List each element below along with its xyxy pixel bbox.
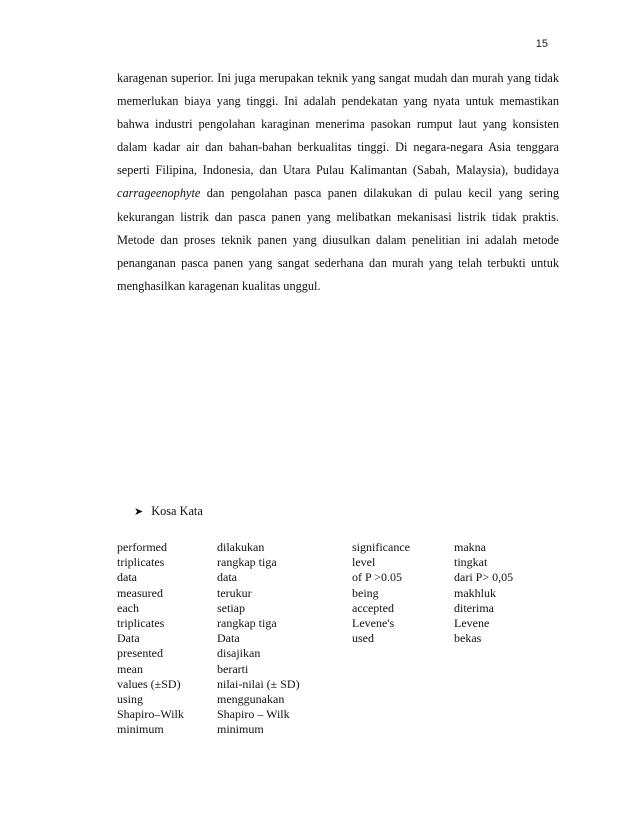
english-term: measured (117, 585, 163, 600)
table-row (117, 616, 544, 631)
english-term: triplicates (117, 555, 165, 570)
english-term (352, 707, 454, 722)
english-term: minimum (117, 722, 164, 737)
indonesian-term (454, 677, 544, 692)
table-row (117, 601, 544, 616)
english-term: accepted (352, 600, 394, 615)
paragraph-text (117, 67, 559, 298)
indonesian-term (454, 662, 544, 677)
english-term: being (352, 585, 379, 600)
table-row (117, 692, 544, 707)
english-term: used (352, 631, 374, 646)
indonesian-term: Levene (454, 616, 490, 631)
english-term: performed (117, 540, 167, 554)
italic-term: carrageenophyte (117, 186, 201, 201)
table-row (117, 586, 544, 601)
table-row (117, 677, 544, 692)
english-term: of P >0.05 (352, 570, 402, 585)
english-term: level (352, 555, 376, 570)
english-term: mean (117, 661, 143, 676)
page-number: 15 (535, 38, 548, 50)
paragraph-part-2: dan pengolahan pasca panen dilakukan di pulau kecil yang sering kekurangan listrik dan pasca panen yang melibatkan mekanisasi listrik tidak praktis. Metode dan proses teknik panen yang diusulkan dalam penelitian ini adalah metode penanganan pasca panen yang sangat sederhana dan murah yang telah terbukti untuk menghasilkan karagenan kualitas unggul. (117, 186, 559, 293)
indonesian-term: rangkap tiga (217, 555, 277, 570)
english-term (352, 646, 454, 661)
table-row (117, 722, 544, 737)
table-row (117, 707, 544, 722)
english-term: data (117, 570, 137, 585)
body-paragraph (117, 67, 559, 298)
indonesian-term: terukur (217, 585, 252, 600)
english-term: each (117, 600, 139, 615)
vocab-heading-label: Kosa Kata (151, 504, 203, 518)
table-row (117, 646, 544, 661)
english-term: significance (352, 540, 410, 554)
indonesian-term: makhluk (454, 585, 496, 600)
indonesian-term: makna (454, 540, 486, 554)
table-row (117, 555, 544, 570)
indonesian-term: dari P> 0,05 (454, 570, 514, 585)
table-row (117, 570, 544, 585)
english-term: presented (117, 646, 163, 661)
english-term: Data (117, 631, 140, 646)
indonesian-term: data (217, 570, 237, 585)
vocab-table-body (117, 540, 544, 738)
table-row (117, 662, 544, 677)
indonesian-term: setiap (217, 600, 245, 615)
english-term: using (117, 692, 144, 707)
english-term: triplicates (117, 616, 165, 631)
indonesian-term (454, 722, 544, 737)
indonesian-term: menggunakan (217, 692, 285, 707)
table-row (117, 540, 544, 555)
english-term (352, 662, 454, 677)
indonesian-term (454, 646, 544, 661)
english-term (352, 692, 454, 707)
indonesian-term: Shapiro – Wilk (217, 707, 290, 722)
indonesian-term: minimum (217, 722, 264, 737)
english-term: Shapiro–Wilk (117, 707, 184, 722)
indonesian-term: dilakukan (217, 540, 265, 554)
paragraph-part-1: karagenan superior. Ini juga merupakan teknik yang sangat mudah dan murah yang tidak memerlukan biaya yang tinggi. Ini adalah pendekatan yang nyata untuk memastikan bahwa industri pengolahan karaginan menerima pasokan rumput laut yang konsisten dalam kadar air dan bahan-bahan berkualitas tinggi. Di negara-negara Asia tenggara seperti Filipina, Indonesia, dan Utara Pulau Kalimantan (Sabah, Malaysia), budidaya (117, 71, 559, 178)
indonesian-term (454, 707, 544, 722)
indonesian-term: disajikan (217, 646, 261, 661)
table-row (117, 631, 544, 646)
indonesian-term: tingkat (454, 555, 488, 570)
indonesian-term: diterima (454, 600, 494, 615)
indonesian-term: Data (217, 631, 240, 646)
arrow-bullet-icon: ➤ (134, 505, 144, 518)
english-term: values (±SD) (117, 676, 181, 691)
indonesian-term: bekas (454, 631, 482, 646)
indonesian-term: rangkap tiga (217, 616, 277, 631)
indonesian-term: nilai-nilai (± SD) (217, 676, 300, 691)
english-term: Levene's (352, 616, 395, 631)
vocab-table (117, 540, 544, 738)
indonesian-term: berarti (217, 661, 249, 676)
english-term (352, 677, 454, 692)
vocab-heading (134, 504, 203, 519)
indonesian-term (454, 692, 544, 707)
english-term (352, 722, 454, 737)
